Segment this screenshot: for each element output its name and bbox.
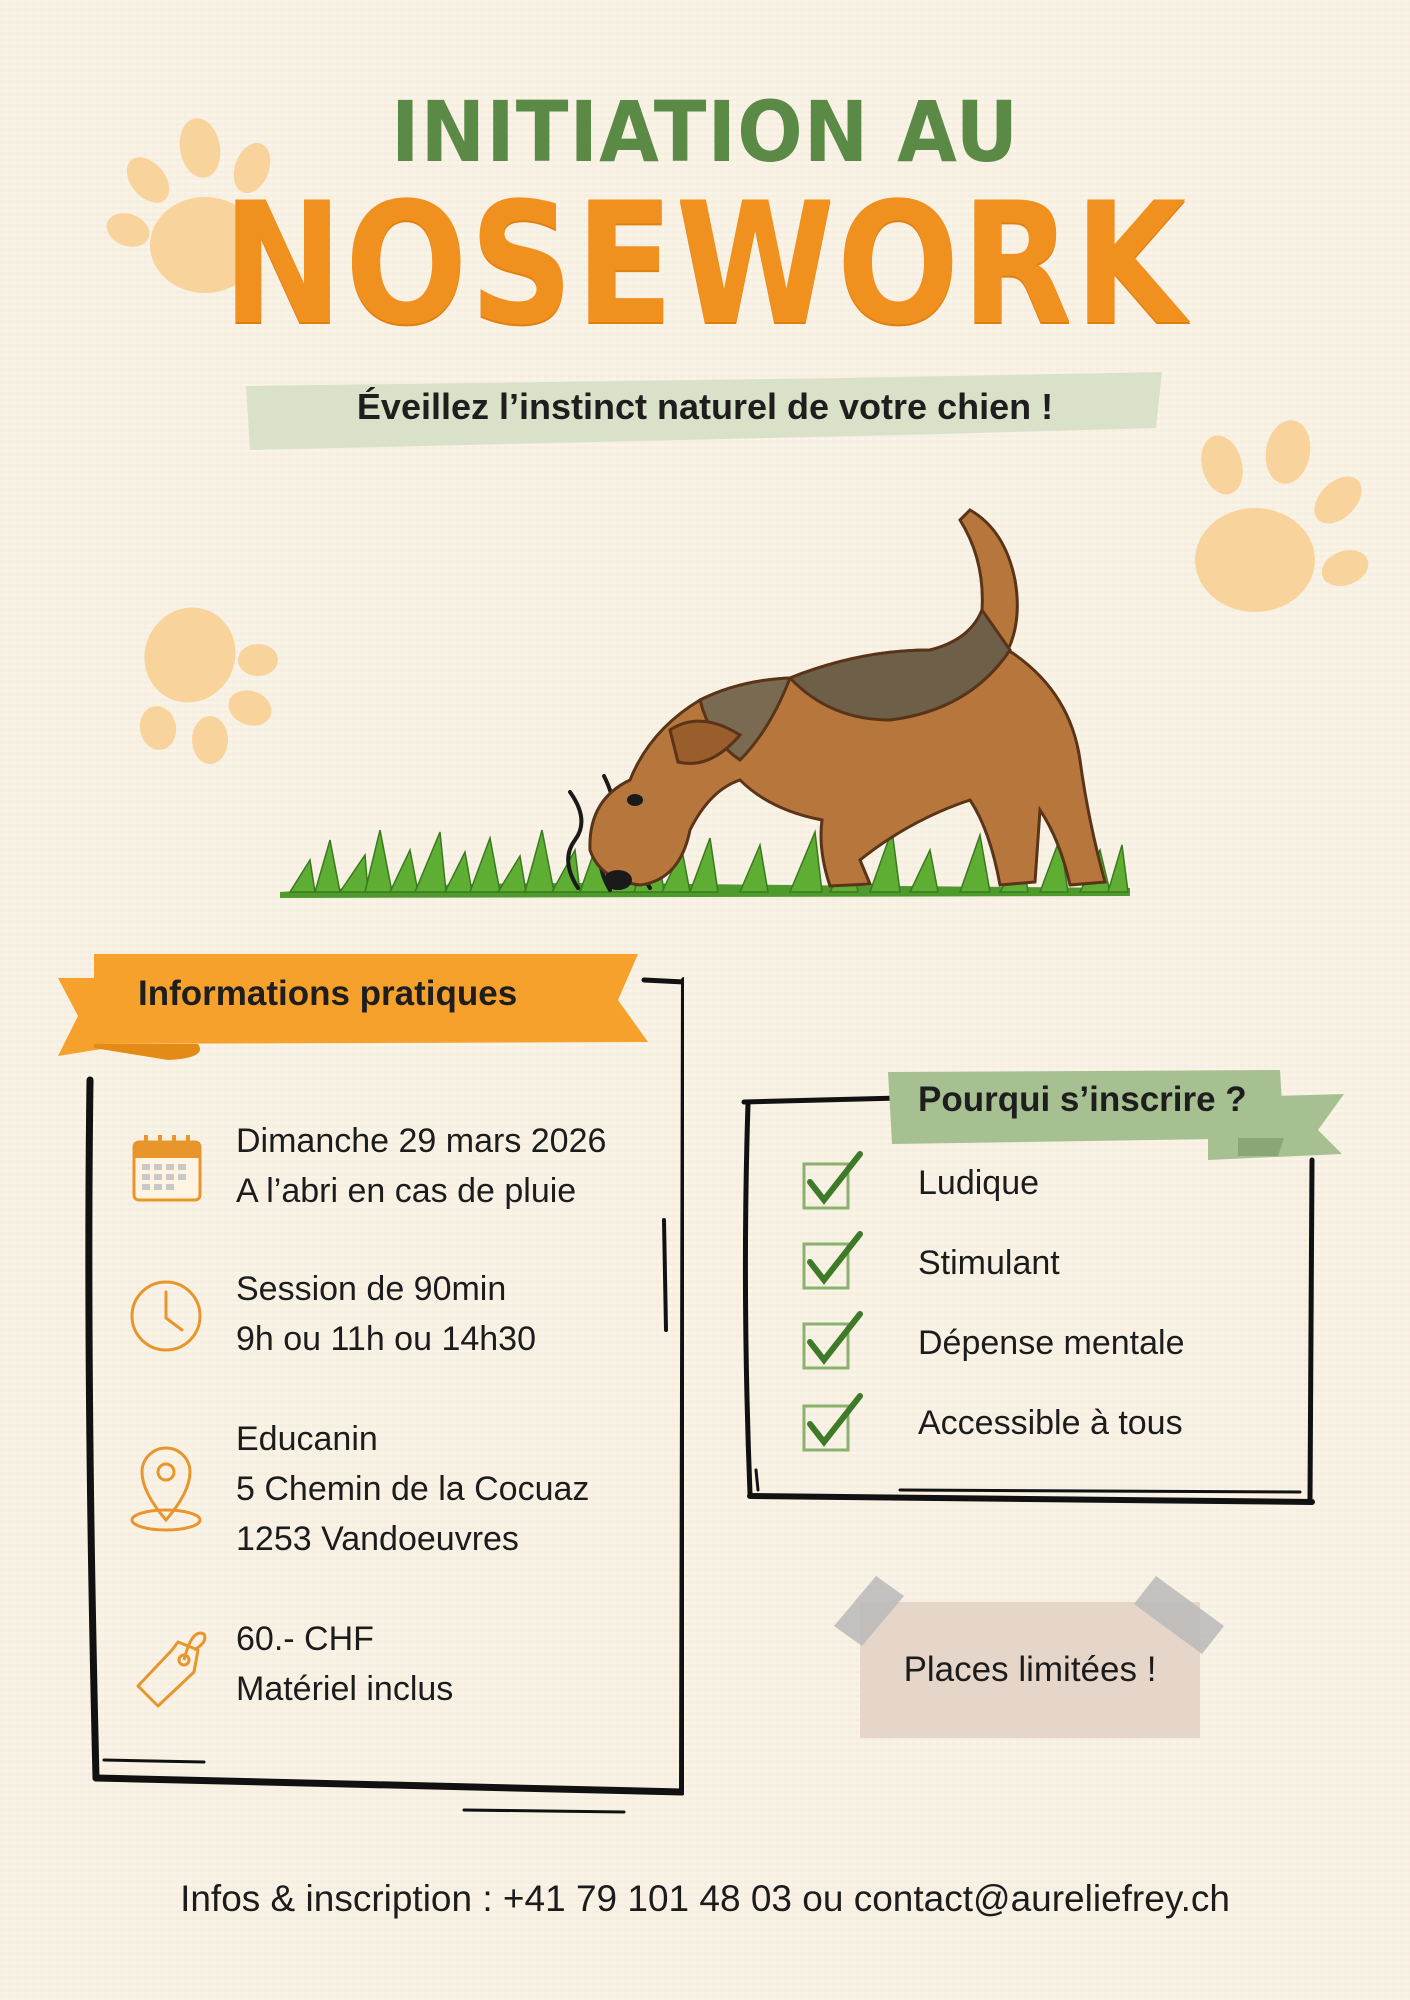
why-heading: Pourqui s’inscrire ? xyxy=(918,1080,1247,1119)
contact-footer: Infos & inscription : +41 79 101 48 03 ou contact@aureliefrey.ch xyxy=(180,1878,1230,1919)
calendar-icon xyxy=(130,1132,204,1204)
info-line: Educanin xyxy=(236,1420,378,1458)
info-line: 1253 Vandoeuvres xyxy=(236,1520,519,1558)
dog-sniffing-illustration xyxy=(270,500,1140,900)
paw-print-icon xyxy=(1160,420,1380,630)
info-line: A l’abri en cas de pluie xyxy=(236,1172,577,1210)
checkmark-icon xyxy=(800,1310,866,1372)
info-heading: Informations pratiques xyxy=(138,974,518,1013)
checkmark-icon xyxy=(800,1230,866,1292)
paw-print-icon xyxy=(120,600,290,775)
why-item: Ludique xyxy=(918,1164,1040,1202)
title-line-2: NOSEWORK xyxy=(222,166,1188,362)
title-line-1: INITIATION AU xyxy=(390,83,1020,181)
why-item: Dépense mentale xyxy=(918,1324,1185,1362)
info-line: 5 Chemin de la Cocuaz xyxy=(236,1470,590,1508)
info-price-text xyxy=(236,1614,453,1714)
tagline: Éveillez l’instinct naturel de votre chien ! xyxy=(356,386,1054,427)
info-location-text xyxy=(236,1414,589,1564)
why-item: Accessible à tous xyxy=(918,1404,1183,1442)
info-line: Dimanche 29 mars 2026 xyxy=(236,1122,607,1160)
info-line: Matériel inclus xyxy=(236,1670,454,1708)
info-session-text xyxy=(236,1264,536,1364)
info-date-text xyxy=(236,1116,606,1216)
info-line: Session de 90min xyxy=(236,1270,507,1308)
checkmark-icon xyxy=(800,1150,866,1212)
price-tag-icon xyxy=(132,1620,208,1710)
info-line: 60.- CHF xyxy=(236,1620,374,1658)
checkmark-icon xyxy=(800,1392,866,1454)
clock-icon xyxy=(128,1278,204,1354)
why-item: Stimulant xyxy=(918,1244,1060,1282)
places-limitees-note: Places limitées ! xyxy=(903,1650,1157,1689)
location-pin-icon xyxy=(128,1444,204,1534)
info-line: 9h ou 11h ou 14h30 xyxy=(236,1320,536,1358)
